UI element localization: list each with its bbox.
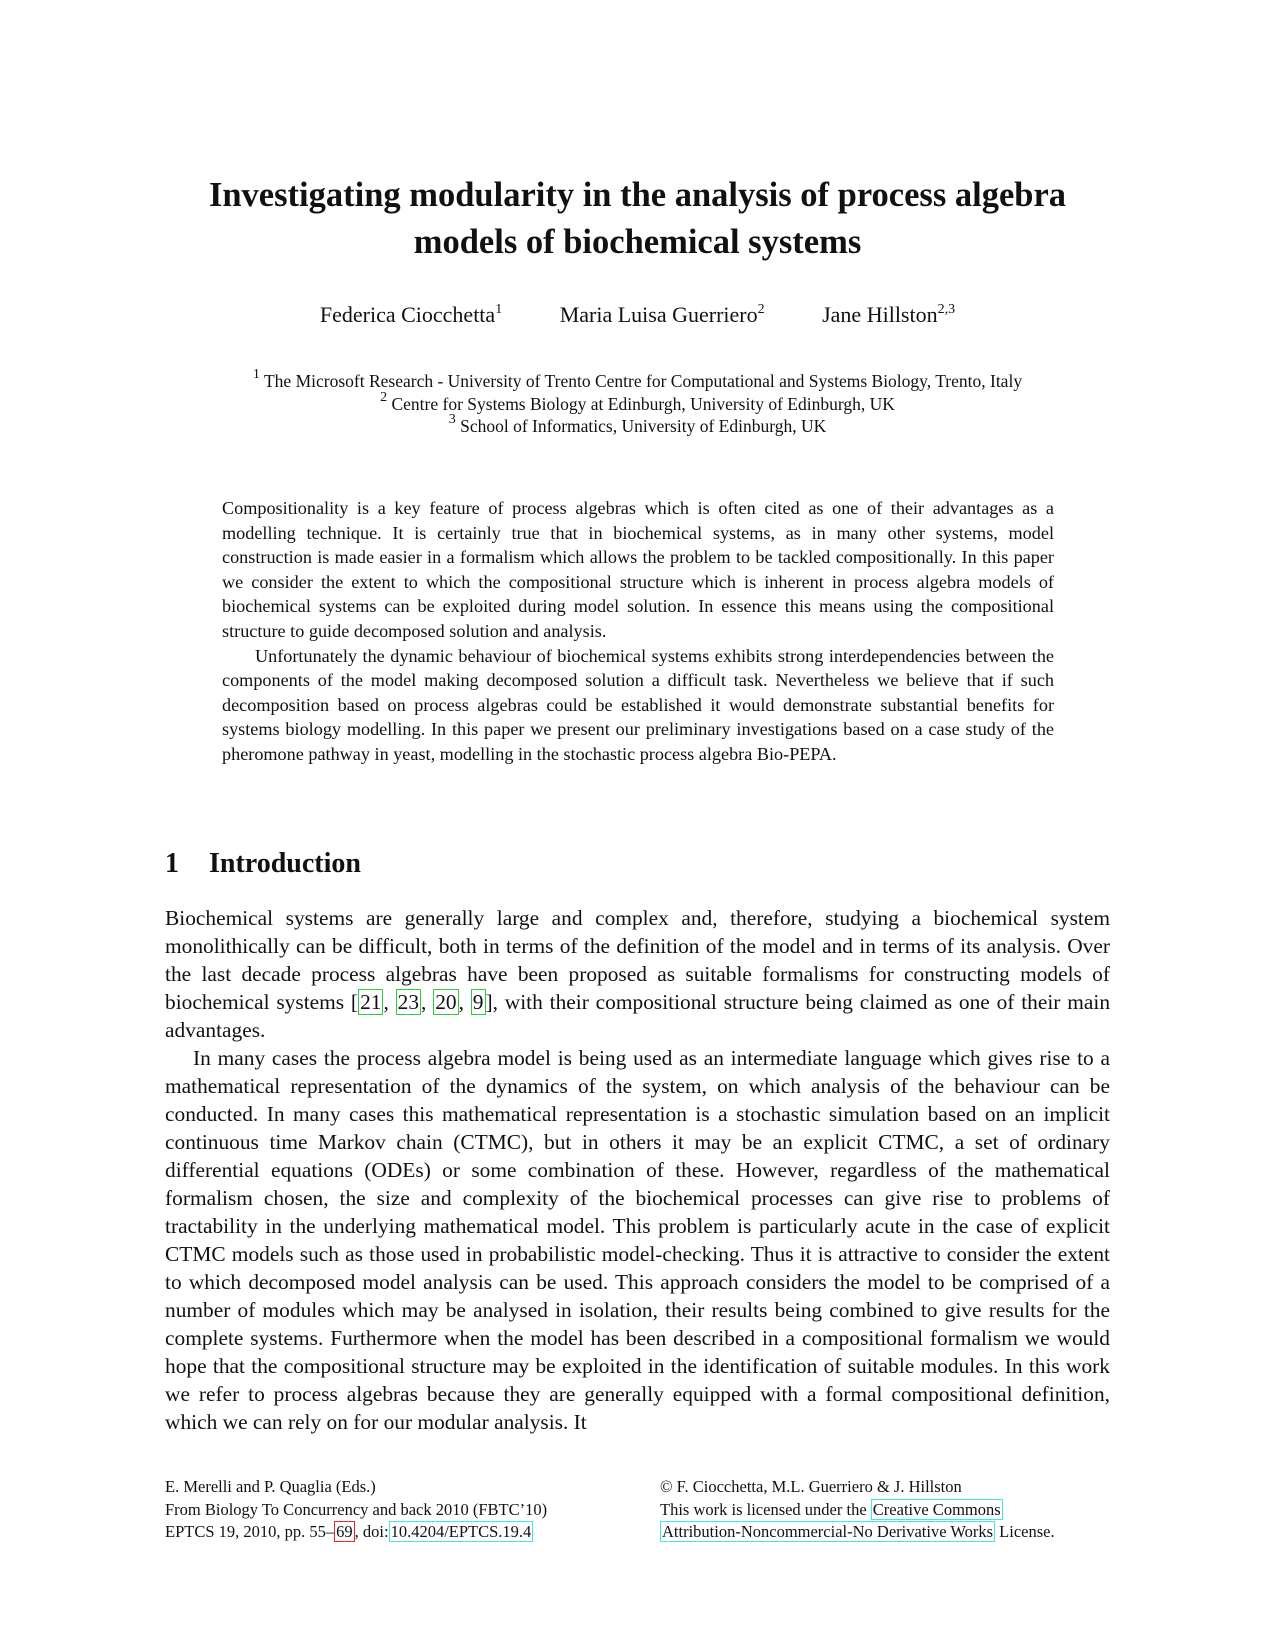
introduction-body — [165, 904, 1110, 1436]
citation-link-20[interactable]: 20 — [435, 990, 457, 1014]
title-line-2: models of biochemical systems — [413, 223, 862, 261]
citation-link-23[interactable]: 23 — [397, 990, 420, 1014]
title-line-1: Investigating modularity in the analysis of process algebra — [208, 176, 1067, 214]
author-3: Jane Hillston$^{2,3}$ — [822, 302, 956, 327]
intro-paragraph-1: Biochemical systems are generally large and complex and, therefore, studying a biochemical system monolithically can be difficult, both in terms of the definition of the model and in terms of its analysis. Over the last decade process algebras have been proposed as suitable formalisms for constructing models of biochemical systems [21, 23, 20, 9], with their compositional structure being claimed as one of their main advantages. — [165, 906, 1111, 1042]
footer-citation-info — [165, 1476, 635, 1544]
creative-commons-link[interactable]: Creative Commons — [872, 1499, 1001, 1519]
citation-link-21[interactable]: 21 — [360, 990, 382, 1014]
author-1: Federica Ciocchetta$^1$ — [319, 302, 503, 327]
paper-title — [150, 172, 1125, 266]
author-3-affil: 2,3 — [937, 302, 956, 317]
doi-link[interactable]: 10.4204/EPTCS.19.4 — [390, 1522, 532, 1541]
intro-paragraph-2: In many cases the process algebra model is being used as an intermediate language which gives rise to a mathematical representation of the dynamics of the system, on which analysis of the behaviour can be conducted. In many cases this mathematical representation is a stochastic simulation based on an implicit continuous time Markov chain (CTMC), but in others it may be an explicit CTMC, a set of ordinary differential equations (ODEs) or some combination of these. However, regardless of the mathematical formalism chosen, the size and complexity of the biochemical processes can give rise to problems of tractability in the underlying mathematical model. This problem is particularly acute in the case of explicit CTMC models such as those used in probabilistic model-checking. Thus it is attractive to consider the extent to which decomposed model analysis can be used. This approach considers the model to be comprised of a number of modules which may be analysed in isolation, their results being combined to give results for the complete systems. Furthermore when the model has been described in a compositional formalism we would hope that the compositional structure may be exploited in the identification of suitable modules. In this work we refer to process algebras because they are generally equipped with a formal compositional definition, which we can rely on for our modular analysis. It — [165, 1046, 1110, 1434]
footer-copyright: © F. Ciocchetta, M.L. Guerriero & J. Hillston — [660, 1477, 962, 1496]
affiliation-3: $^3$ School of Informatics, University of Edinburgh, UK — [448, 412, 827, 436]
section-heading-introduction — [165, 847, 361, 881]
last-page-link[interactable]: 69 — [336, 1522, 353, 1541]
footer-editors: E. Merelli and P. Quaglia (Eds.) — [165, 1477, 376, 1496]
author-2: Maria Luisa Guerriero$^2$ — [559, 302, 765, 327]
abstract — [222, 496, 1054, 767]
section-number: 1 — [165, 848, 179, 879]
author-2-affil: 2 — [757, 302, 765, 317]
author-1-affil: 1 — [495, 302, 503, 317]
section-title: Introduction — [209, 848, 361, 879]
footer-license-line-1: This work is licensed under the Creative Commons — [660, 1499, 1001, 1519]
author-list — [0, 300, 1275, 330]
footer-venue: From Biology To Concurrency and back 2010 (FBTC’10) — [165, 1499, 548, 1519]
footer-eptcs: EPTCS 19, 2010, pp. 55– 69 , doi: 10.4204/EPTCS.19.4 — [165, 1522, 532, 1541]
affiliation-1: $^1$ The Microsoft Research - University of Trento Centre for Computational and Systems Biology, Trento, Italy — [252, 367, 1023, 391]
affiliation-list — [0, 367, 1275, 438]
abstract-paragraph-2: Unfortunately the dynamic behaviour of biochemical systems exhibits strong interdependencies between the components of the model making decomposed solution a difficult task. Nevertheless we believe that if such decomposition based on process algebras could be established it would demonstrate substantial benefits for systems biology modelling. In this paper we present our preliminary investigations based on a case study of the pheromone pathway in yeast, modelling in the stochastic process algebra Bio-PEPA. — [222, 645, 1054, 764]
footer-license-info — [660, 1476, 1120, 1544]
abstract-paragraph-1: Compositionality is a key feature of process algebras which is often cited as one of their advantages as a modelling technique. It is certainly true that in biochemical systems, as in many other systems, model construction is made easier in a formalism which allows the problem to be tackled compositionally. In this paper we consider the extent to which the compositional structure which is inherent in process algebra models of biochemical systems can be exploited during model solution. In essence this means using the compositional structure to guide decomposed solution and analysis. — [222, 498, 1054, 641]
license-type-link[interactable]: Attribution-Noncommercial-No Derivative Works — [662, 1522, 994, 1541]
citation-link-9[interactable]: 9 — [472, 990, 484, 1014]
affiliation-2: $^2$ Centre for Systems Biology at Edinburgh, University of Edinburgh, UK — [380, 389, 895, 414]
footer-license-line-2: Attribution-Noncommercial-No Derivative Works License. — [662, 1522, 1055, 1541]
